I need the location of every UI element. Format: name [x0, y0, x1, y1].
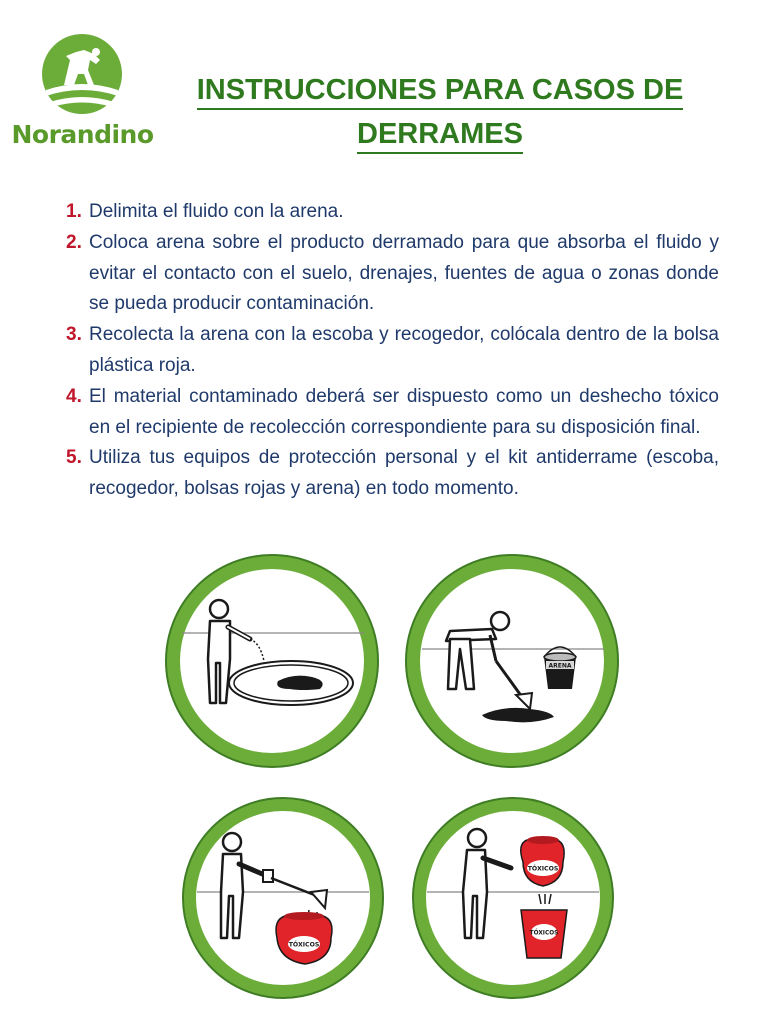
norandino-logo: [10, 30, 155, 155]
step-text: Recolecta la arena con la escoba y recogedor, colócala dentro de la bolsa plástica roja.: [89, 324, 719, 376]
step-text: Delimita el fluido con la arena.: [89, 201, 344, 222]
title-line-1: INSTRUCCIONES PARA CASOS DE: [197, 72, 684, 110]
illustration-cover-with-sand: [400, 549, 624, 773]
bucket-label: ARENA: [548, 662, 572, 670]
list-item: [66, 228, 719, 320]
step-number: 5.: [66, 447, 82, 469]
step-text: El material contaminado deberá ser dispuesto como un deshecho tóxico en el recipiente de recolección correspondiente para su disposición final.: [89, 385, 719, 438]
page-title: [170, 68, 710, 156]
step-number: 3.: [66, 324, 82, 346]
bag-label: TÓXICOS: [288, 941, 320, 949]
illustration-delimit-spill: [160, 549, 384, 773]
bag-label: TÓXICOS: [527, 865, 559, 873]
list-item: [66, 320, 719, 382]
list-item: [66, 197, 719, 228]
step-number: 4.: [66, 385, 82, 407]
list-item: [66, 382, 719, 444]
logo-brand-text: Norandino: [11, 120, 154, 149]
title-line-2: DERRAMES: [357, 116, 523, 154]
illustration-sweep-into-bag: [177, 792, 389, 1004]
step-text: Coloca arena sobre el producto derramado para que absorba el fluido y evitar el contacto con el suelo, drenajes, fuentes de agua o zonas donde se pueda producir contaminación.: [89, 231, 719, 315]
step-text: Utiliza tus equipos de protección personal y el kit antiderrame (escoba, recogedor, bolsas rojas y arena) en todo momento.: [89, 447, 719, 500]
list-item: [66, 443, 719, 505]
step-number: 2.: [66, 231, 82, 253]
step-number: 1.: [66, 201, 82, 222]
logo-emblem-icon: [10, 30, 155, 125]
instruction-list: [66, 197, 719, 505]
container-label: TÓXICOS: [529, 930, 559, 937]
illustration-dispose-toxic: [407, 792, 619, 1004]
